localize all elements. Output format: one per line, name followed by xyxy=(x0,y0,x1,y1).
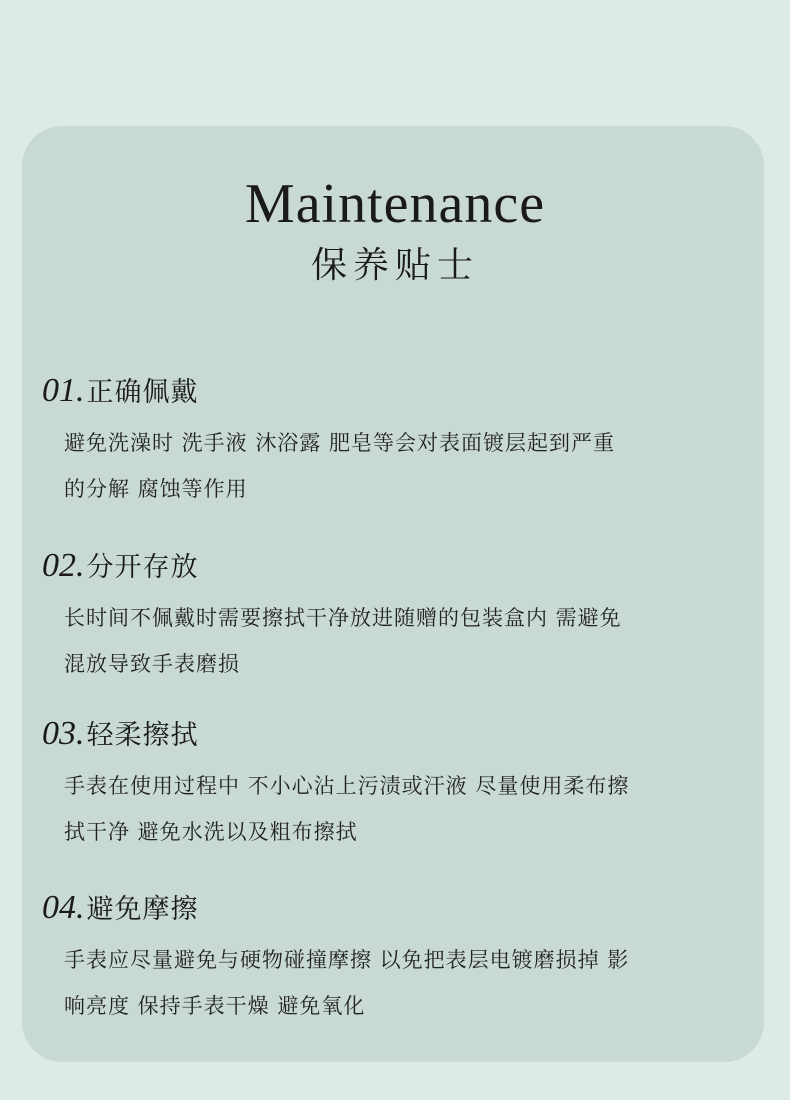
tip-line: 响亮度 保持手表干燥 避免氧化 xyxy=(64,994,366,1018)
tip-body xyxy=(64,763,742,855)
tip-line: 混放导致手表磨损 xyxy=(64,652,240,676)
tip-number: 01. xyxy=(42,372,85,409)
tip-heading xyxy=(42,370,742,410)
tip-title: 避免摩擦 xyxy=(86,894,199,925)
page-title-cn: 保养贴士 xyxy=(310,245,479,286)
tip-line: 避免洗澡时 洗手液 沐浴露 肥皂等会对表面镀层起到严重 xyxy=(64,431,616,455)
tip-heading xyxy=(42,713,742,753)
tip-line: 长时间不佩戴时需要擦拭干净放进随赠的包装盒内 需避免 xyxy=(64,606,622,630)
tip-line: 拭干净 避免水洗以及粗布擦拭 xyxy=(64,820,358,844)
tip-title: 分开存放 xyxy=(86,552,199,583)
tip-body xyxy=(64,595,742,687)
tip-section-1 xyxy=(42,370,742,512)
tip-number: 02. xyxy=(42,547,85,584)
tip-title: 轻柔擦拭 xyxy=(86,720,199,751)
tip-section-2 xyxy=(42,545,742,687)
page-title-en: Maintenance xyxy=(244,173,546,235)
tip-line: 的分解 腐蚀等作用 xyxy=(64,477,248,501)
tip-section-4 xyxy=(42,887,742,1029)
tip-body xyxy=(64,420,742,512)
tip-number: 03. xyxy=(42,715,85,752)
tip-number: 04. xyxy=(42,889,85,926)
tip-heading xyxy=(42,887,742,927)
tip-heading xyxy=(42,545,742,585)
tip-section-3 xyxy=(42,713,742,855)
tip-body xyxy=(64,937,742,1029)
tip-line: 手表应尽量避免与硬物碰撞摩擦 以免把表层电镀磨损掉 影 xyxy=(64,948,630,972)
tip-title: 正确佩戴 xyxy=(86,377,199,408)
tip-line: 手表在使用过程中 不小心沾上污渍或汗液 尽量使用柔布擦 xyxy=(64,774,630,798)
